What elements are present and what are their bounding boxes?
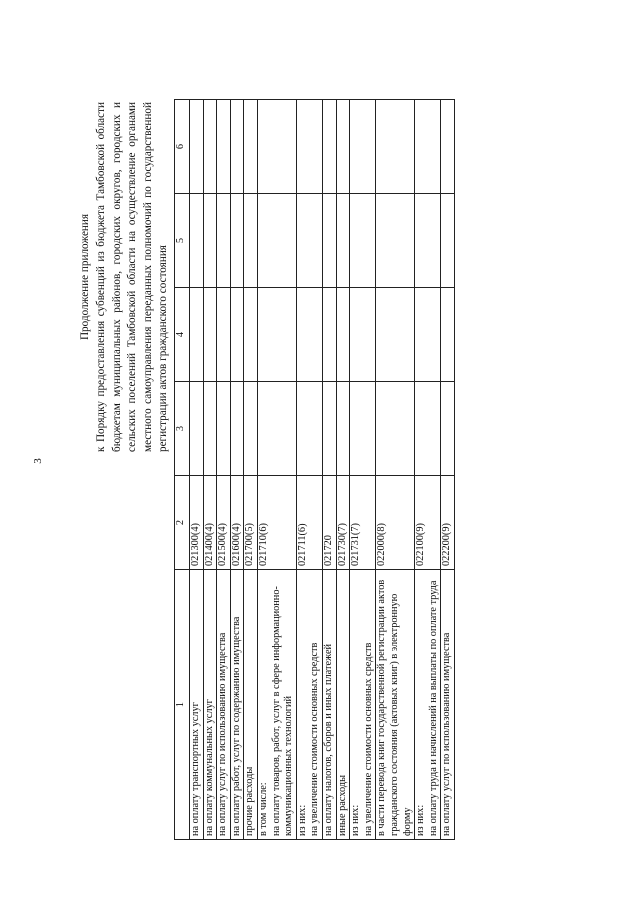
table-row xyxy=(322,100,336,840)
table-row xyxy=(350,100,376,840)
table-row xyxy=(257,100,296,840)
empty-cell xyxy=(322,100,336,194)
empty-cell xyxy=(322,288,336,382)
column-header: 5 xyxy=(175,194,190,288)
table-row xyxy=(203,100,217,840)
table-row xyxy=(190,100,204,840)
row-code-cell: 021500(4) xyxy=(217,476,231,570)
table-row xyxy=(336,100,350,840)
appendix-text: к Порядку предоставления субвенций из бюджета Тамбовской области бюджетам муниципальных районов, городских округов, городских и сельских поселений Тамбовской области на осуществление органами местного самоуправления переданных полномочий по государственной регистрации актов гражданского состояния xyxy=(95,102,170,452)
row-code-cell: 021300(4) xyxy=(190,476,204,570)
empty-cell xyxy=(203,382,217,476)
empty-cell xyxy=(350,288,376,382)
row-code-cell: 021400(4) xyxy=(203,476,217,570)
row-code-cell: 021730(7) xyxy=(336,476,350,570)
row-name-cell: из них: на увеличение стоимости основных средств xyxy=(296,570,322,840)
row-code-cell: 022200(9) xyxy=(441,476,455,570)
row-name-cell: прочие расходы xyxy=(244,570,258,840)
empty-cell xyxy=(415,194,441,288)
empty-cell xyxy=(257,382,296,476)
empty-cell xyxy=(415,382,441,476)
table-row xyxy=(217,100,231,840)
appendix-title: Продолжение приложения xyxy=(79,213,91,341)
row-code-cell: 022100(9) xyxy=(415,476,441,570)
column-header: 4 xyxy=(175,288,190,382)
row-code-cell: 021711(6) xyxy=(296,476,322,570)
row-name-cell: на оплату услуг по использованию имущества xyxy=(217,570,231,840)
empty-cell xyxy=(217,100,231,194)
empty-cell xyxy=(441,194,455,288)
empty-cell xyxy=(376,194,415,288)
empty-cell xyxy=(322,194,336,288)
empty-cell xyxy=(190,100,204,194)
empty-cell xyxy=(244,194,258,288)
row-code-cell: 021600(4) xyxy=(230,476,244,570)
empty-cell xyxy=(257,100,296,194)
subvention-table xyxy=(174,99,455,840)
empty-cell xyxy=(244,100,258,194)
empty-cell xyxy=(441,288,455,382)
row-name-cell: в части перевода книг государственной регистрации актов гражданского состояния (актовых книг) в электронную форму xyxy=(376,570,415,840)
row-name-cell: из них: на увеличение стоимости основных средств xyxy=(350,570,376,840)
row-name-cell: на оплату коммунальных услуг xyxy=(203,570,217,840)
empty-cell xyxy=(296,288,322,382)
rotated-page-content xyxy=(78,100,588,840)
table-header-row xyxy=(175,100,190,840)
empty-cell xyxy=(230,288,244,382)
table-row xyxy=(230,100,244,840)
row-name-cell: на оплату работ, услуг по содержанию имущества xyxy=(230,570,244,840)
empty-cell xyxy=(203,288,217,382)
row-name-cell: на оплату транспортных услуг xyxy=(190,570,204,840)
empty-cell xyxy=(217,288,231,382)
empty-cell xyxy=(296,194,322,288)
row-code-cell: 021700(5) xyxy=(244,476,258,570)
table-row xyxy=(244,100,258,840)
row-name-cell: иные расходы xyxy=(336,570,350,840)
empty-cell xyxy=(336,382,350,476)
row-name-cell: в том числе: на оплату товаров, работ, услуг в сфере информационно-коммуникационных технологий xyxy=(257,570,296,840)
empty-cell xyxy=(230,382,244,476)
empty-cell xyxy=(296,100,322,194)
column-header: 2 xyxy=(175,476,190,570)
empty-cell xyxy=(441,100,455,194)
empty-cell xyxy=(415,288,441,382)
empty-cell xyxy=(190,288,204,382)
row-name-cell: на оплату услуг по использованию имущества xyxy=(441,570,455,840)
empty-cell xyxy=(415,100,441,194)
empty-cell xyxy=(336,194,350,288)
empty-cell xyxy=(203,100,217,194)
empty-cell xyxy=(376,382,415,476)
empty-cell xyxy=(336,288,350,382)
empty-cell xyxy=(350,194,376,288)
empty-cell xyxy=(350,100,376,194)
empty-cell xyxy=(230,100,244,194)
empty-cell xyxy=(244,288,258,382)
row-code-cell: 022000(8) xyxy=(376,476,415,570)
table-row xyxy=(296,100,322,840)
empty-cell xyxy=(217,194,231,288)
row-code-cell: 021731(7) xyxy=(350,476,376,570)
empty-cell xyxy=(230,194,244,288)
appendix-header xyxy=(78,102,171,452)
empty-cell xyxy=(296,382,322,476)
empty-cell xyxy=(257,288,296,382)
empty-cell xyxy=(190,194,204,288)
row-name-cell: из них: на оплату труда и начислений на выплаты по оплате труда xyxy=(415,570,441,840)
row-code-cell: 021720 xyxy=(322,476,336,570)
table-row xyxy=(415,100,441,840)
empty-cell xyxy=(257,194,296,288)
table-row xyxy=(441,100,455,840)
table-body xyxy=(190,100,455,840)
empty-cell xyxy=(244,382,258,476)
page-number: 3 xyxy=(31,458,44,464)
row-name-cell: на оплату налогов, сборов и иных платежей xyxy=(322,570,336,840)
column-header: 1 xyxy=(175,570,190,840)
empty-cell xyxy=(350,382,376,476)
empty-cell xyxy=(376,288,415,382)
empty-cell xyxy=(203,194,217,288)
empty-cell xyxy=(336,100,350,194)
column-header: 6 xyxy=(175,100,190,194)
empty-cell xyxy=(217,382,231,476)
column-header: 3 xyxy=(175,382,190,476)
empty-cell xyxy=(322,382,336,476)
empty-cell xyxy=(376,100,415,194)
empty-cell xyxy=(190,382,204,476)
table-row xyxy=(376,100,415,840)
row-code-cell: 021710(6) xyxy=(257,476,296,570)
empty-cell xyxy=(441,382,455,476)
